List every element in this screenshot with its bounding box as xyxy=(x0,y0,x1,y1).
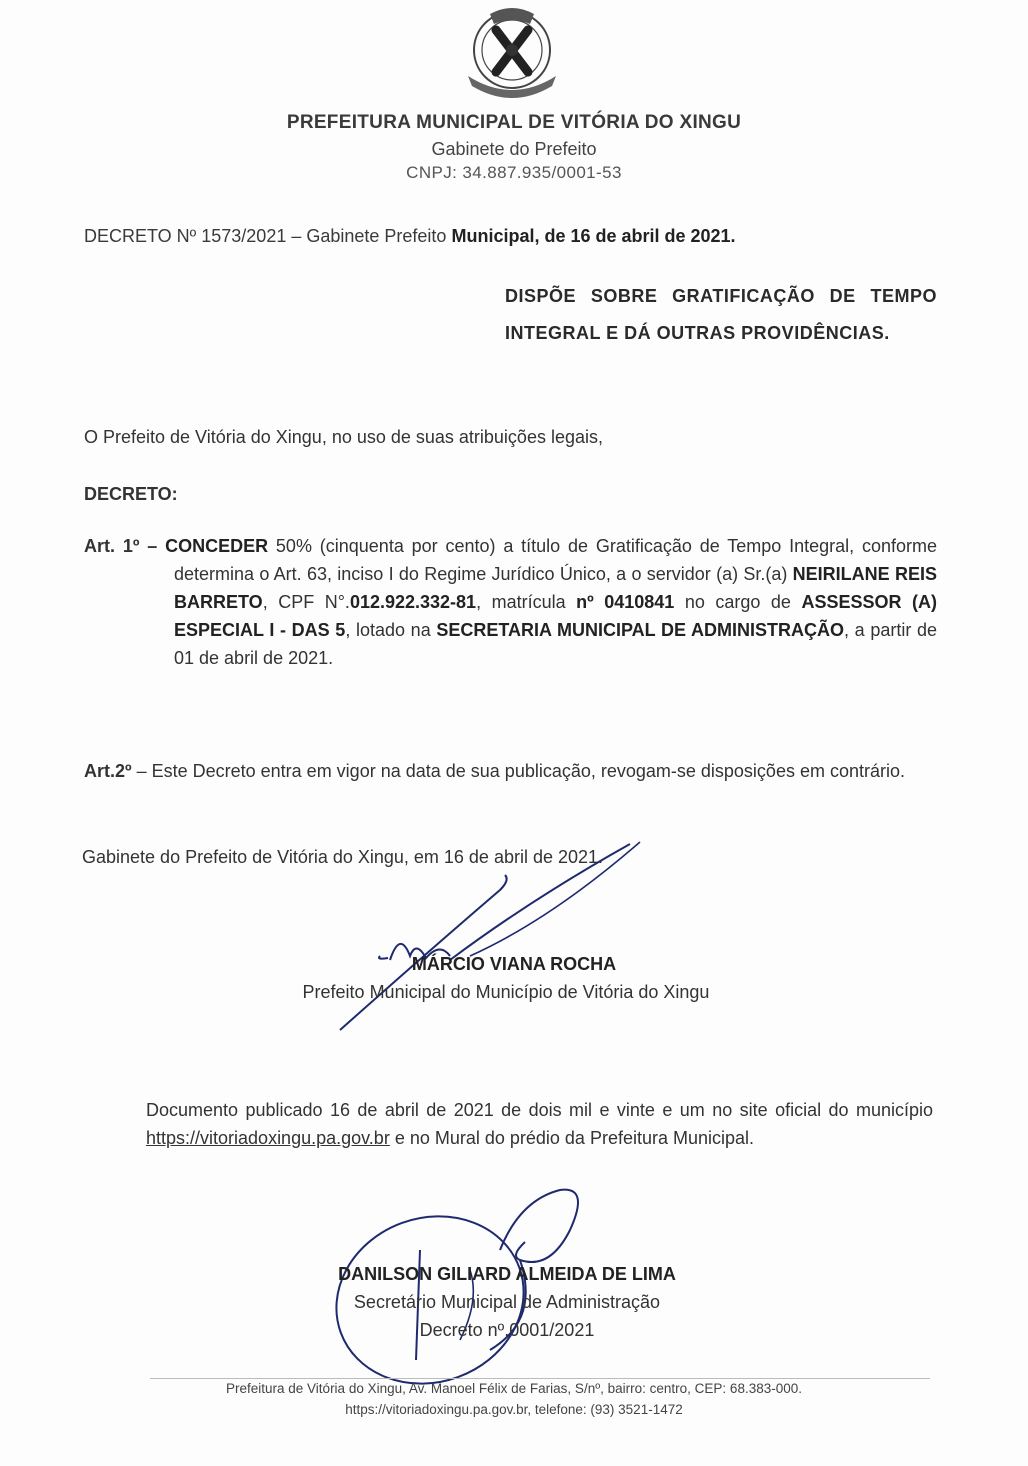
closing-line: Gabinete do Prefeito de Vitória do Xingu, em 16 de abril de 2021. xyxy=(82,847,604,867)
mayor-signature xyxy=(330,860,670,1040)
decree-title-prefix: DECRETO Nº 1573/2021 – Gabinete Prefeito xyxy=(84,226,452,246)
page-title: PREFEITURA MUNICIPAL DE VITÓRIA DO XINGU xyxy=(286,112,742,133)
decree-preamble: O Prefeito de Vitória do Xingu, no uso de suas atribuições legais, xyxy=(84,427,603,447)
decree-ementa: DISPÕE SOBRE GRATIFICAÇÃO DE TEMPO INTEGRAL E DÁ OUTRAS PROVIDÊNCIAS. xyxy=(505,286,937,343)
signer-1-role: Prefeito Municipal do Município de Vitória do Xingu xyxy=(302,982,710,1002)
site-link[interactable]: https://vitoriadoxingu.pa.gov.br xyxy=(146,1128,390,1148)
article-1-text-3: , matrícula xyxy=(476,592,577,612)
servant-cpf: 012.922.332-81 xyxy=(349,592,477,612)
publication-note xyxy=(146,1096,933,1152)
signer-1-name: MÁRCIO VIANA ROCHA xyxy=(411,954,617,974)
decree-title xyxy=(84,226,736,247)
article-2-text: – Este Decreto entra em vigor na data de sua publicação, revogam-se disposições em contrário. xyxy=(131,761,905,781)
header-cnpj: CNPJ: 34.887.935/0001-53 xyxy=(406,163,622,182)
article-1-text-5: , lotado na xyxy=(345,620,437,640)
decree-title-bold: Municipal, de 16 de abril de 2021. xyxy=(451,226,736,246)
servant-matricula: 0410841 xyxy=(604,592,675,612)
footer-address: Prefeitura de Vitória do Xingu, Av. Manoel Félix de Farias, S/nº, bairro: centro, CEP: 68.383-000. xyxy=(226,1381,802,1396)
servant-name: NEIRILANE REIS BARRETO xyxy=(174,564,937,612)
footer-contact: https://vitoriadoxingu.pa.gov.br, telefone: (93) 3521-1472 xyxy=(345,1402,683,1417)
article-1-text-4: no cargo de xyxy=(674,592,802,612)
publication-text-1: Documento publicado 16 de abril de 2021 de dois mil e vinte e um no site oficial do município xyxy=(146,1100,933,1120)
decreto-label: DECRETO: xyxy=(84,484,178,504)
servant-lotacao: SECRETARIA MUNICIPAL DE ADMINISTRAÇÃO xyxy=(436,620,844,640)
signer-2-decree-ref: Decreto nº.0001/2021 xyxy=(419,1320,595,1340)
article-1 xyxy=(84,532,937,672)
article-1-text-6: , a partir de 01 de abril de 2021. xyxy=(174,620,938,668)
footer-divider xyxy=(150,1378,930,1379)
article-2-label: Art.2º xyxy=(84,761,132,781)
header-subtitle: Gabinete do Prefeito xyxy=(431,139,597,159)
publication-text-2: e no Mural do prédio da Prefeitura Municipal. xyxy=(389,1128,755,1148)
signer-2-name: DANILSON GILIARD ALMEIDA DE LIMA xyxy=(338,1264,676,1284)
article-1-text-1: 50% (cinquenta por cento) a título de Gratificação de Tempo Integral, conforme determina o Art. 63, inciso I do Regime Jurídico Único, a o servidor (a) Sr.(a) xyxy=(174,536,937,584)
matricula-label: nº xyxy=(576,592,594,612)
signer-2-role: Secretário Municipal de Administração xyxy=(353,1292,661,1312)
article-2 xyxy=(84,757,937,785)
article-1-verb: CONCEDER xyxy=(165,536,269,556)
municipal-seal-icon xyxy=(460,6,564,102)
servant-cargo: ASSESSOR (A) ESPECIAL I - DAS 5 xyxy=(174,592,938,640)
article-1-text-2: , CPF N°. xyxy=(262,592,350,612)
article-1-label: Art. 1º – xyxy=(84,536,158,556)
